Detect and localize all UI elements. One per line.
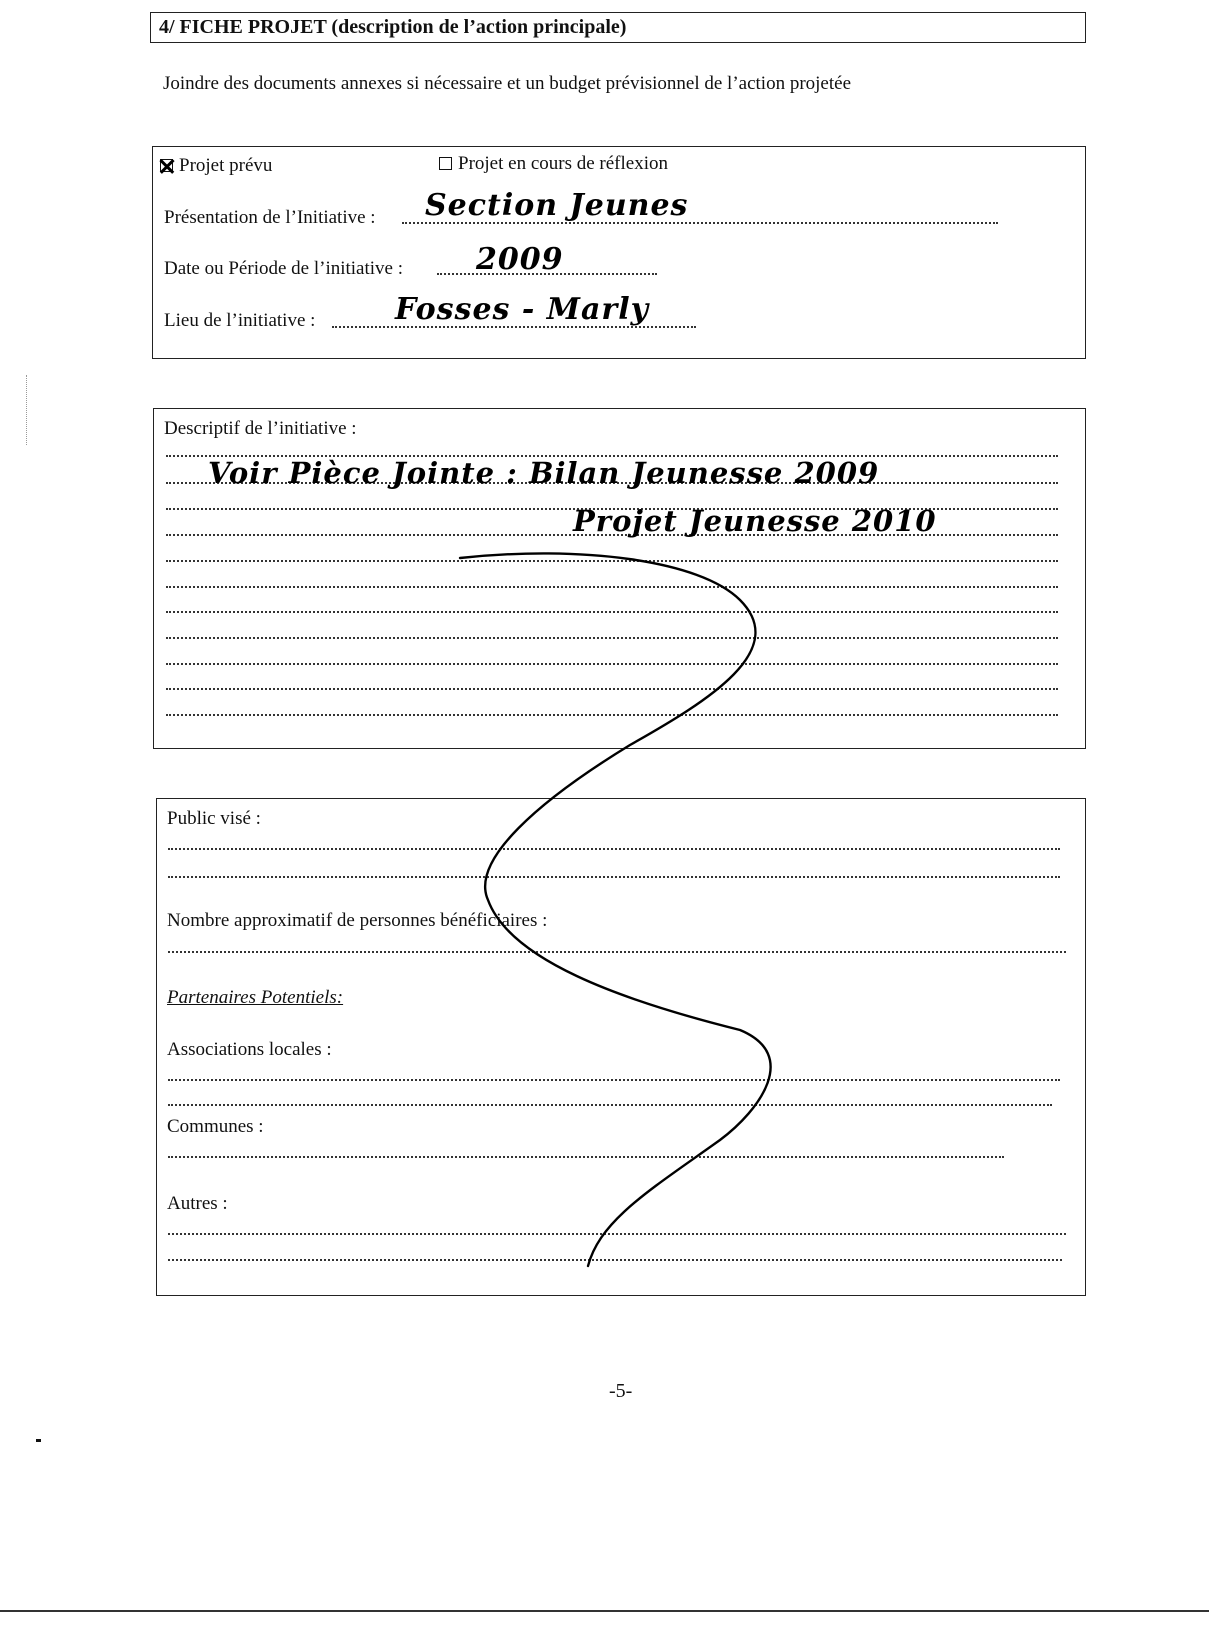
margin-speck bbox=[36, 1439, 41, 1442]
option-planned-label: Projet prévu bbox=[179, 155, 273, 176]
descriptif-handwritten-line-1: Voir Pièce Jointe : Bilan Jeunesse 2009 bbox=[208, 456, 880, 490]
descriptif-handwritten-line-2: Projet Jeunesse 2010 bbox=[573, 504, 937, 538]
partenaires-heading: Partenaires Potentiels: bbox=[167, 987, 344, 1008]
presentation-value: Section Jeunes bbox=[425, 188, 689, 223]
descriptif-label: Descriptif de l’initiative : bbox=[164, 418, 357, 439]
communes-label: Communes : bbox=[167, 1116, 264, 1137]
public-label: Public visé : bbox=[167, 808, 261, 829]
date-value: 2009 bbox=[476, 242, 564, 277]
section-title: 4/ FICHE PROJET (description de l’action principale) bbox=[159, 16, 627, 38]
bottom-rule bbox=[0, 1610, 1209, 1612]
date-label: Date ou Période de l’initiative : bbox=[164, 258, 404, 279]
page-number: -5- bbox=[609, 1380, 633, 1402]
option-reflection-label: Projet en cours de réflexion bbox=[458, 153, 668, 174]
lieu-value: Fosses - Marly bbox=[395, 292, 650, 327]
instruction-text: Joindre des documents annexes si nécessaire et un budget prévisionnel de l’action projetée bbox=[163, 73, 851, 94]
left-margin-marks bbox=[26, 375, 27, 445]
presentation-label: Présentation de l’Initiative : bbox=[164, 207, 376, 228]
lieu-label: Lieu de l’initiative : bbox=[164, 310, 316, 331]
autres-label: Autres : bbox=[167, 1193, 228, 1214]
associations-label: Associations locales : bbox=[167, 1039, 332, 1060]
nombre-label: Nombre approximatif de personnes bénéficiaires : bbox=[167, 910, 548, 931]
